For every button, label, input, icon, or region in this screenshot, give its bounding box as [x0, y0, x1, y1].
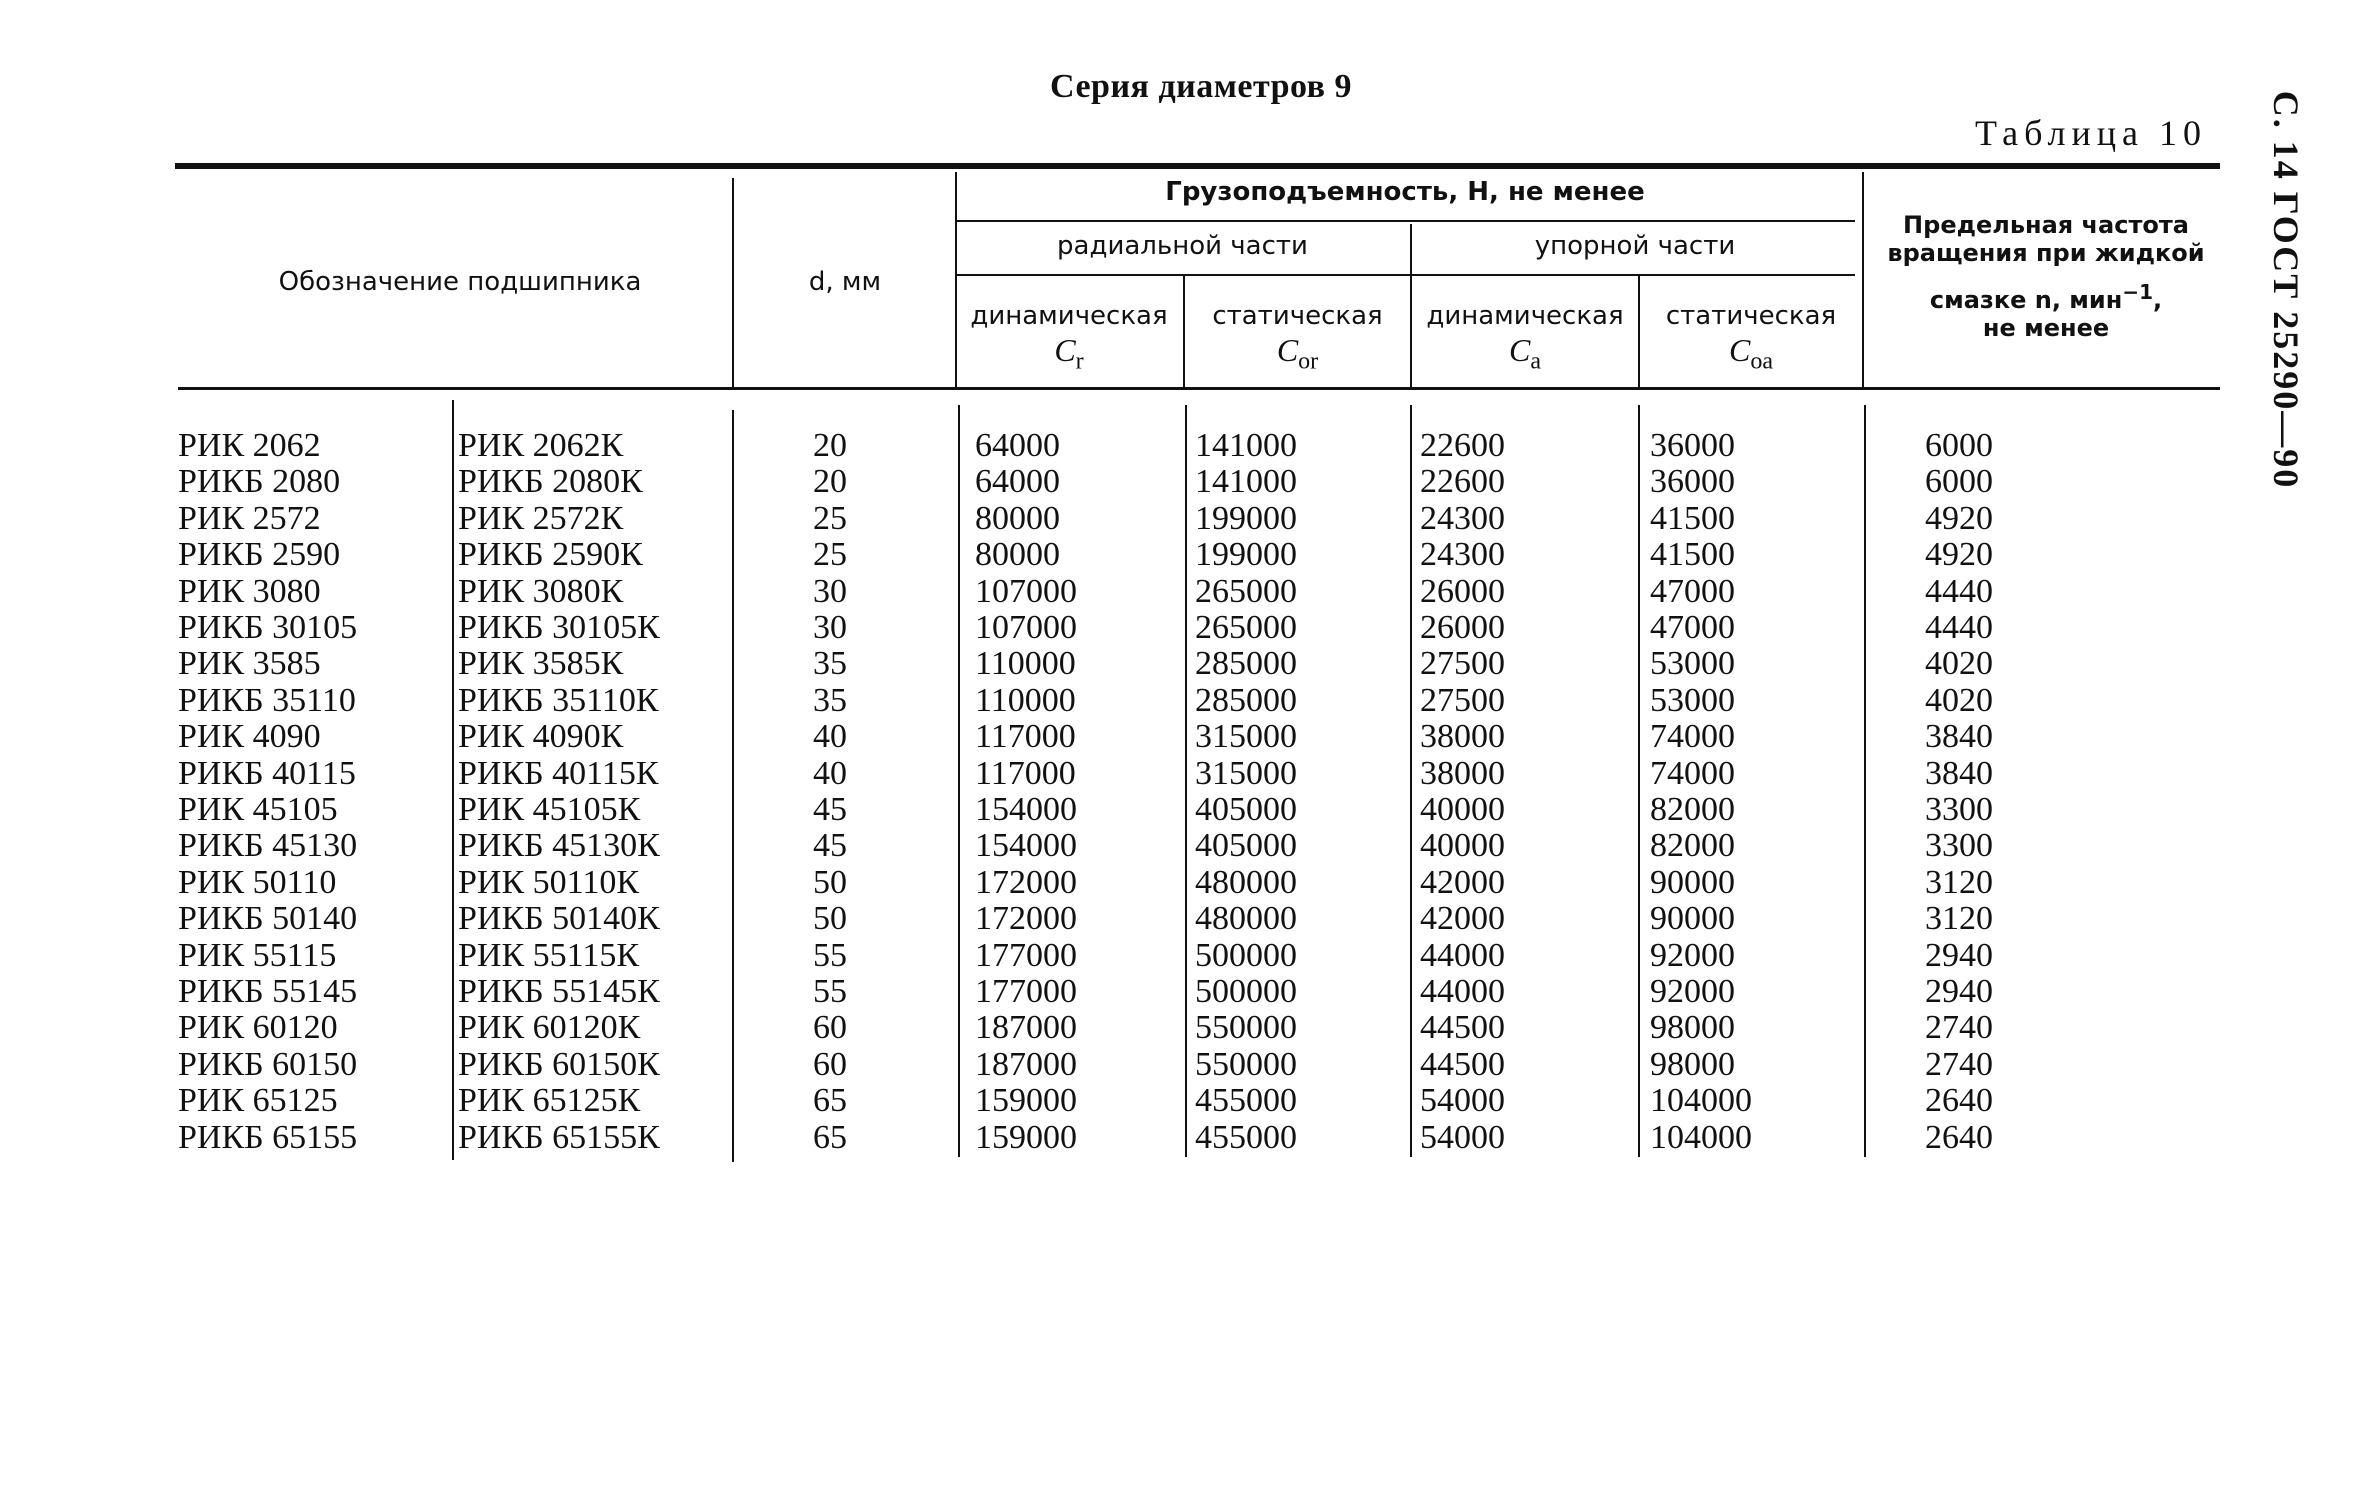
designation-cell: РИКБ 60150	[178, 1045, 358, 1083]
static-radial-cell: 405000	[1195, 827, 1297, 865]
designation-k-cell: РИКБ 50140К	[458, 900, 660, 938]
static-radial-cell: 480000	[1195, 863, 1297, 901]
designation-k-cell: РИК 60120К	[458, 1009, 641, 1047]
designation-cell: РИК 45105	[178, 791, 338, 828]
header-dynamic-radial-label: динамическая	[970, 301, 1168, 331]
header-dynamic-radial	[955, 302, 1183, 376]
header-static-radial-label: статическая	[1212, 301, 1383, 331]
series-title: Серия диаметров 9	[1050, 68, 1353, 105]
designation-k-cell: РИК 55115К	[458, 936, 640, 974]
dynamic-axial-cell: 27500	[1420, 681, 1505, 719]
dynamic-axial-cell: 24300	[1420, 499, 1505, 537]
table-row	[0, 901, 2372, 937]
table-row	[0, 828, 2372, 864]
d-cell: 25	[813, 499, 847, 537]
header-dynamic-axial-label: динамическая	[1426, 301, 1624, 331]
designation-cell: РИК 3080	[178, 572, 321, 610]
table-row	[0, 719, 2372, 755]
designation-cell: РИКБ 2080	[178, 463, 341, 501]
dynamic-radial-cell: 187000	[975, 1045, 1077, 1083]
frequency-cell: 4020	[1925, 645, 1993, 683]
frequency-cell: 3300	[1925, 827, 1993, 865]
frequency-cell: 3120	[1925, 900, 1993, 938]
table-row	[0, 1120, 2372, 1156]
designation-k-cell: РИК 3585К	[458, 645, 624, 683]
designation-k-cell: РИКБ 35110К	[458, 681, 659, 719]
static-axial-cell: 82000	[1650, 827, 1735, 865]
static-radial-cell: 285000	[1195, 645, 1297, 683]
frequency-cell: 2740	[1925, 1009, 1993, 1047]
header-radial-part: радиальной части	[1057, 231, 1308, 261]
designation-k-cell: РИКБ 45130К	[458, 827, 660, 865]
static-axial-cell: 90000	[1650, 900, 1735, 938]
header-static-axial	[1640, 302, 1862, 376]
frequency-cell: 2940	[1925, 973, 1993, 1010]
header-d-label: d, мм	[808, 267, 882, 297]
designation-cell: РИКБ 50140	[178, 900, 358, 938]
col-divider-freq-left	[1862, 172, 1864, 388]
designation-cell: РИКБ 55145	[178, 973, 358, 1010]
dynamic-axial-cell: 26000	[1420, 572, 1505, 610]
static-axial-cell: 82000	[1650, 791, 1735, 828]
static-axial-cell: 41500	[1650, 536, 1735, 574]
designation-k-cell: РИК 3080К	[458, 572, 624, 610]
static-radial-cell: 550000	[1195, 1045, 1297, 1083]
static-axial-cell: 92000	[1650, 936, 1735, 974]
static-radial-cell: 315000	[1195, 754, 1297, 792]
header-freq-line1: Предельная частота	[1903, 211, 2189, 239]
header-freq-line2: вращения при жидкой	[1887, 238, 2205, 267]
static-radial-cell: 141000	[1195, 463, 1297, 501]
dynamic-radial-cell: 187000	[975, 1009, 1077, 1047]
dynamic-axial-cell: 40000	[1420, 827, 1505, 865]
static-radial-cell: 199000	[1195, 536, 1297, 574]
d-cell: 20	[813, 463, 847, 501]
designation-cell: РИК 65125	[178, 1082, 338, 1120]
dynamic-radial-cell: 80000	[975, 536, 1060, 574]
designation-cell: РИК 2062	[178, 427, 321, 464]
header-axial-part: упорной части	[1534, 231, 1736, 261]
header-bottom-rule	[178, 387, 2220, 390]
dynamic-axial-cell: 24300	[1420, 536, 1505, 574]
d-cell: 40	[813, 754, 847, 792]
designation-cell: РИК 4090	[178, 718, 321, 756]
header-d	[740, 268, 950, 298]
dynamic-radial-cell: 177000	[975, 973, 1077, 1010]
table-row	[0, 756, 2372, 792]
header-static-axial-symbol: $C_{oa}$	[1729, 331, 1773, 375]
header-static-axial-label: статическая	[1665, 301, 1837, 331]
designation-k-cell: РИКБ 2080К	[458, 463, 643, 501]
designation-k-cell: РИКБ 2590К	[458, 536, 643, 574]
dynamic-radial-cell: 107000	[975, 572, 1077, 610]
static-radial-cell: 141000	[1195, 427, 1297, 464]
static-radial-cell: 500000	[1195, 936, 1297, 974]
dynamic-radial-cell: 172000	[975, 863, 1077, 901]
static-radial-cell: 480000	[1195, 900, 1297, 938]
designation-k-cell: РИК 2572К	[458, 499, 624, 537]
d-cell: 60	[813, 1009, 847, 1047]
dynamic-radial-cell: 117000	[975, 718, 1076, 756]
static-axial-cell: 74000	[1650, 754, 1735, 792]
dynamic-radial-cell: 154000	[975, 827, 1077, 865]
d-cell: 65	[813, 1118, 847, 1156]
header-designation: Обозначение подшипника	[278, 267, 642, 297]
dynamic-axial-cell: 54000	[1420, 1118, 1505, 1156]
d-cell: 35	[813, 681, 847, 719]
header-freq-line4: не менее	[1982, 313, 2110, 342]
static-radial-cell: 285000	[1195, 681, 1297, 719]
table-row	[0, 938, 2372, 974]
dynamic-radial-cell: 177000	[975, 936, 1077, 974]
d-cell: 55	[813, 973, 847, 1010]
dynamic-axial-cell: 44500	[1420, 1009, 1505, 1047]
static-axial-cell: 92000	[1650, 973, 1735, 1010]
dynamic-radial-cell: 154000	[975, 791, 1077, 828]
subgroup-rule	[955, 274, 1855, 276]
designation-k-cell: РИКБ 30105К	[458, 609, 660, 646]
dynamic-radial-cell: 80000	[975, 499, 1060, 537]
designation-k-cell: РИК 4090К	[458, 718, 624, 756]
dynamic-radial-cell: 159000	[975, 1082, 1077, 1120]
designation-cell: РИКБ 2590	[178, 536, 341, 574]
dynamic-radial-cell: 64000	[975, 463, 1060, 501]
static-axial-cell: 41500	[1650, 499, 1735, 537]
frequency-cell: 2740	[1925, 1045, 1993, 1083]
static-axial-cell: 104000	[1650, 1082, 1752, 1120]
dynamic-radial-cell: 110000	[975, 681, 1076, 719]
frequency-cell: 4920	[1925, 499, 1993, 537]
designation-cell: РИКБ 65155	[178, 1118, 358, 1156]
designation-cell: РИК 2572	[178, 499, 321, 537]
dynamic-axial-cell: 22600	[1420, 427, 1505, 464]
table-row	[0, 537, 2372, 573]
designation-cell: РИКБ 45130	[178, 827, 358, 865]
designation-k-cell: РИК 2062К	[458, 427, 624, 464]
d-cell: 45	[813, 827, 847, 865]
dynamic-radial-cell: 117000	[975, 754, 1076, 792]
designation-k-cell: РИКБ 55145К	[458, 973, 660, 1010]
table-row	[0, 792, 2372, 828]
col-divider-d-left	[732, 178, 734, 388]
designation-k-cell: РИК 65125К	[458, 1082, 641, 1120]
static-axial-cell: 47000	[1650, 609, 1735, 646]
frequency-cell: 6000	[1925, 463, 1993, 501]
table-row	[0, 428, 2372, 464]
designation-cell: РИКБ 30105	[178, 609, 358, 646]
dynamic-axial-cell: 38000	[1420, 718, 1505, 756]
header-freq-exp: −1	[2122, 280, 2154, 305]
header-static-radial	[1185, 302, 1410, 376]
dynamic-axial-cell: 22600	[1420, 463, 1505, 501]
d-cell: 25	[813, 536, 847, 574]
header-freq-line3: смазке n, мин$^{-1}$,	[1929, 280, 2163, 315]
dynamic-axial-cell: 38000	[1420, 754, 1505, 792]
table-label: Таблица 10	[1975, 113, 2207, 153]
dynamic-radial-cell: 172000	[975, 900, 1077, 938]
table-row	[0, 683, 2372, 719]
dynamic-radial-cell: 64000	[975, 427, 1060, 464]
table-row	[0, 1083, 2372, 1119]
header-dynamic-axial	[1412, 302, 1638, 376]
frequency-cell: 2640	[1925, 1118, 1993, 1156]
dynamic-axial-cell: 44500	[1420, 1045, 1505, 1083]
header-dynamic-axial-symbol: $C_a$	[1509, 331, 1541, 375]
dynamic-radial-cell: 159000	[975, 1118, 1077, 1156]
static-axial-cell: 98000	[1650, 1045, 1735, 1083]
frequency-cell: 4020	[1925, 681, 1993, 719]
designation-cell: РИКБ 40115	[178, 754, 356, 792]
table-row	[0, 1047, 2372, 1083]
designation-k-cell: РИКБ 40115К	[458, 754, 659, 792]
static-axial-cell: 90000	[1650, 863, 1735, 901]
dynamic-axial-cell: 42000	[1420, 900, 1505, 938]
d-cell: 40	[813, 718, 847, 756]
static-radial-cell: 199000	[1195, 499, 1297, 537]
static-radial-cell: 265000	[1195, 572, 1297, 610]
designation-cell: РИК 60120	[178, 1009, 338, 1047]
frequency-cell: 2640	[1925, 1082, 1993, 1120]
static-radial-cell: 455000	[1195, 1118, 1297, 1156]
frequency-cell: 4440	[1925, 609, 1993, 646]
static-radial-cell: 405000	[1195, 791, 1297, 828]
frequency-cell: 3840	[1925, 718, 1993, 756]
static-axial-cell: 104000	[1650, 1118, 1752, 1156]
table-row	[0, 610, 2372, 646]
dynamic-radial-cell: 110000	[975, 645, 1076, 683]
dynamic-axial-cell: 42000	[1420, 863, 1505, 901]
table-row	[0, 501, 2372, 537]
d-cell: 35	[813, 645, 847, 683]
static-axial-cell: 36000	[1650, 463, 1735, 501]
dynamic-axial-cell: 44000	[1420, 973, 1505, 1010]
designation-k-cell: РИК 45105К	[458, 791, 641, 828]
dynamic-axial-cell: 27500	[1420, 645, 1505, 683]
frequency-cell: 4440	[1925, 572, 1993, 610]
designation-cell: РИК 55115	[178, 936, 337, 974]
designation-k-cell: РИКБ 65155К	[458, 1118, 660, 1156]
table-row	[0, 865, 2372, 901]
frequency-cell: 3840	[1925, 754, 1993, 792]
d-cell: 55	[813, 936, 847, 974]
frequency-cell: 3120	[1925, 863, 1993, 901]
static-axial-cell: 74000	[1650, 718, 1735, 756]
d-cell: 20	[813, 427, 847, 464]
header-capacity-group: Грузоподъемность, Н, не менее	[1165, 177, 1645, 207]
static-radial-cell: 265000	[1195, 609, 1297, 646]
d-cell: 50	[813, 863, 847, 901]
header-dynamic-radial-symbol: $C_r$	[1054, 331, 1084, 375]
dynamic-axial-cell: 54000	[1420, 1082, 1505, 1120]
d-cell: 45	[813, 791, 847, 828]
frequency-cell: 2940	[1925, 936, 1993, 974]
table-row	[0, 646, 2372, 682]
static-axial-cell: 98000	[1650, 1009, 1735, 1047]
header-freq	[1866, 212, 2226, 342]
static-axial-cell: 53000	[1650, 645, 1735, 683]
frequency-cell: 6000	[1925, 427, 1993, 464]
d-cell: 30	[813, 609, 847, 646]
static-axial-cell: 53000	[1650, 681, 1735, 719]
table-row	[0, 1010, 2372, 1046]
header-static-radial-symbol: $C_{or}$	[1276, 331, 1319, 375]
d-cell: 30	[813, 572, 847, 610]
dynamic-axial-cell: 26000	[1420, 609, 1505, 646]
frequency-cell: 3300	[1925, 791, 1993, 828]
d-cell: 60	[813, 1045, 847, 1083]
designation-k-cell: РИК 50110К	[458, 863, 640, 901]
table-row	[0, 974, 2372, 1010]
table-row	[0, 574, 2372, 610]
static-axial-cell: 36000	[1650, 427, 1735, 464]
static-axial-cell: 47000	[1650, 572, 1735, 610]
d-cell: 65	[813, 1082, 847, 1120]
side-page-header-text: С. 14 ГОСТ 25290—90	[2266, 90, 2306, 490]
table-top-rule	[175, 163, 2220, 169]
table-row	[0, 464, 2372, 500]
capacity-group-rule	[955, 220, 1855, 222]
designation-cell: РИКБ 35110	[178, 681, 356, 719]
dynamic-axial-cell: 40000	[1420, 791, 1505, 828]
static-radial-cell: 500000	[1195, 973, 1297, 1010]
static-radial-cell: 455000	[1195, 1082, 1297, 1120]
d-cell: 50	[813, 900, 847, 938]
designation-cell: РИК 50110	[178, 863, 337, 901]
static-radial-cell: 550000	[1195, 1009, 1297, 1047]
dynamic-radial-cell: 107000	[975, 609, 1077, 646]
designation-k-cell: РИКБ 60150К	[458, 1045, 660, 1083]
designation-cell: РИК 3585	[178, 645, 321, 683]
static-radial-cell: 315000	[1195, 718, 1297, 756]
frequency-cell: 4920	[1925, 536, 1993, 574]
dynamic-axial-cell: 44000	[1420, 936, 1505, 974]
